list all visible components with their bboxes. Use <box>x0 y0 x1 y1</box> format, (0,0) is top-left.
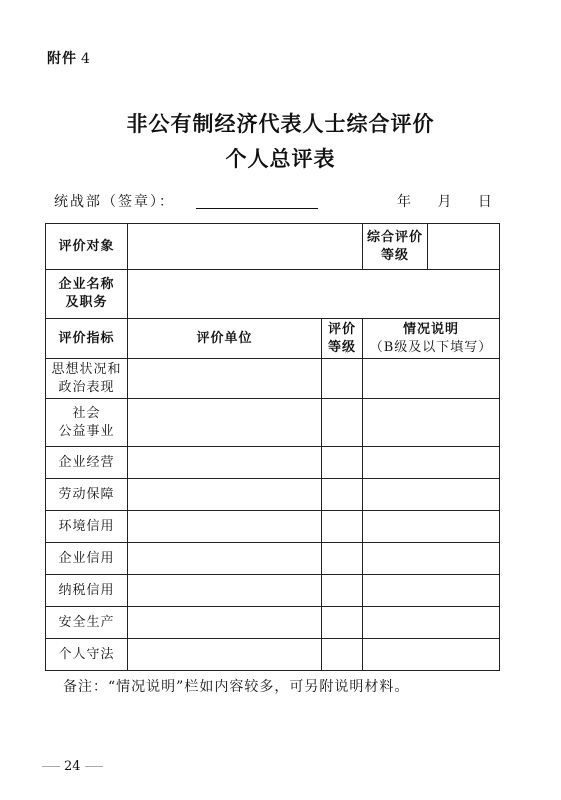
table-row <box>46 479 500 511</box>
explain-field[interactable] <box>363 575 500 607</box>
unit-field[interactable] <box>128 575 322 607</box>
explain-header-line2: （B级及以下填写） <box>369 339 493 355</box>
explain-field[interactable] <box>363 511 500 543</box>
indicator-cell: 安全生产 <box>46 607 128 639</box>
unit-field[interactable] <box>128 479 322 511</box>
unit-field[interactable] <box>128 639 322 671</box>
indicator-line1: 社会 <box>72 405 101 421</box>
table-row <box>46 543 500 575</box>
date-label: 年 月 日 <box>397 194 494 210</box>
unit-header: 评价单位 <box>128 319 322 359</box>
grade-field[interactable] <box>322 543 363 575</box>
explain-header-line1: 情况说明 <box>402 321 459 337</box>
indicator-cell: 劳动保障 <box>46 479 128 511</box>
grade-header-line2: 等级 <box>327 339 356 355</box>
document-title: 非公有制经济代表人士综合评价 <box>126 111 435 136</box>
indicator-cell: 环境信用 <box>46 511 128 543</box>
unit-field[interactable] <box>128 543 322 575</box>
explain-field[interactable] <box>363 607 500 639</box>
subject-field[interactable] <box>128 224 363 270</box>
footnote: 备注：“情况说明”栏如内容较多，可另附说明材料。 <box>63 679 410 695</box>
explain-header <box>363 319 500 359</box>
overall-grade-field[interactable] <box>428 224 500 270</box>
page-number-dash-right <box>85 766 103 767</box>
grade-field[interactable] <box>322 447 363 479</box>
grade-field[interactable] <box>322 399 363 447</box>
explain-field[interactable] <box>363 639 500 671</box>
unit-field[interactable] <box>128 607 322 639</box>
evaluation-table <box>45 223 500 671</box>
indicator-line2: 政治表现 <box>58 379 115 395</box>
table-row <box>46 359 500 399</box>
unit-field[interactable] <box>128 399 322 447</box>
table-header-row <box>46 319 500 359</box>
company-label-line2: 及职务 <box>65 295 108 310</box>
attachment-label <box>47 48 91 68</box>
page-number-dash-left <box>42 766 60 767</box>
indicator-cell <box>46 359 128 399</box>
explain-field[interactable] <box>363 359 500 399</box>
company-field[interactable] <box>128 270 500 319</box>
table-row <box>46 270 500 319</box>
grade-field[interactable] <box>322 511 363 543</box>
grade-field[interactable] <box>322 479 363 511</box>
overall-grade-label: 综合评价等级 <box>363 224 428 270</box>
table-row <box>46 607 500 639</box>
grade-field[interactable] <box>322 639 363 671</box>
page-number-text: 24 <box>64 759 81 774</box>
indicator-cell: 纳税信用 <box>46 575 128 607</box>
indicator-line2: 公益事业 <box>58 423 115 439</box>
table-row <box>46 639 500 671</box>
table-row <box>46 447 500 479</box>
page-number <box>38 759 107 774</box>
grade-header-line1: 评价 <box>327 321 356 337</box>
grade-field[interactable] <box>322 575 363 607</box>
table-row <box>46 224 500 270</box>
indicator-cell: 企业信用 <box>46 543 128 575</box>
explain-field[interactable] <box>363 399 500 447</box>
explain-field[interactable] <box>363 447 500 479</box>
table-row <box>46 575 500 607</box>
grade-field[interactable] <box>322 607 363 639</box>
grade-field[interactable] <box>322 359 363 399</box>
attachment-number: 4 <box>81 51 91 67</box>
indicator-header: 评价指标 <box>46 319 128 359</box>
attachment-text: 附件 <box>47 51 77 67</box>
subject-label: 评价对象 <box>46 224 128 270</box>
indicator-cell: 个人守法 <box>46 639 128 671</box>
signature-label: 统战部（签章）： <box>54 194 175 210</box>
table-row <box>46 511 500 543</box>
company-label <box>46 270 128 319</box>
company-label-line1: 企业名称 <box>58 277 115 293</box>
indicator-cell: 企业经营 <box>46 447 128 479</box>
indicator-line1: 思想状况和 <box>51 361 122 377</box>
unit-field[interactable] <box>128 447 322 479</box>
indicator-cell <box>46 399 128 447</box>
unit-field[interactable] <box>128 511 322 543</box>
explain-field[interactable] <box>363 479 500 511</box>
explain-field[interactable] <box>363 543 500 575</box>
document-subtitle: 个人总评表 <box>225 146 336 171</box>
grade-header <box>322 319 363 359</box>
signature-line[interactable] <box>196 208 318 209</box>
table-row <box>46 399 500 447</box>
unit-field[interactable] <box>128 359 322 399</box>
